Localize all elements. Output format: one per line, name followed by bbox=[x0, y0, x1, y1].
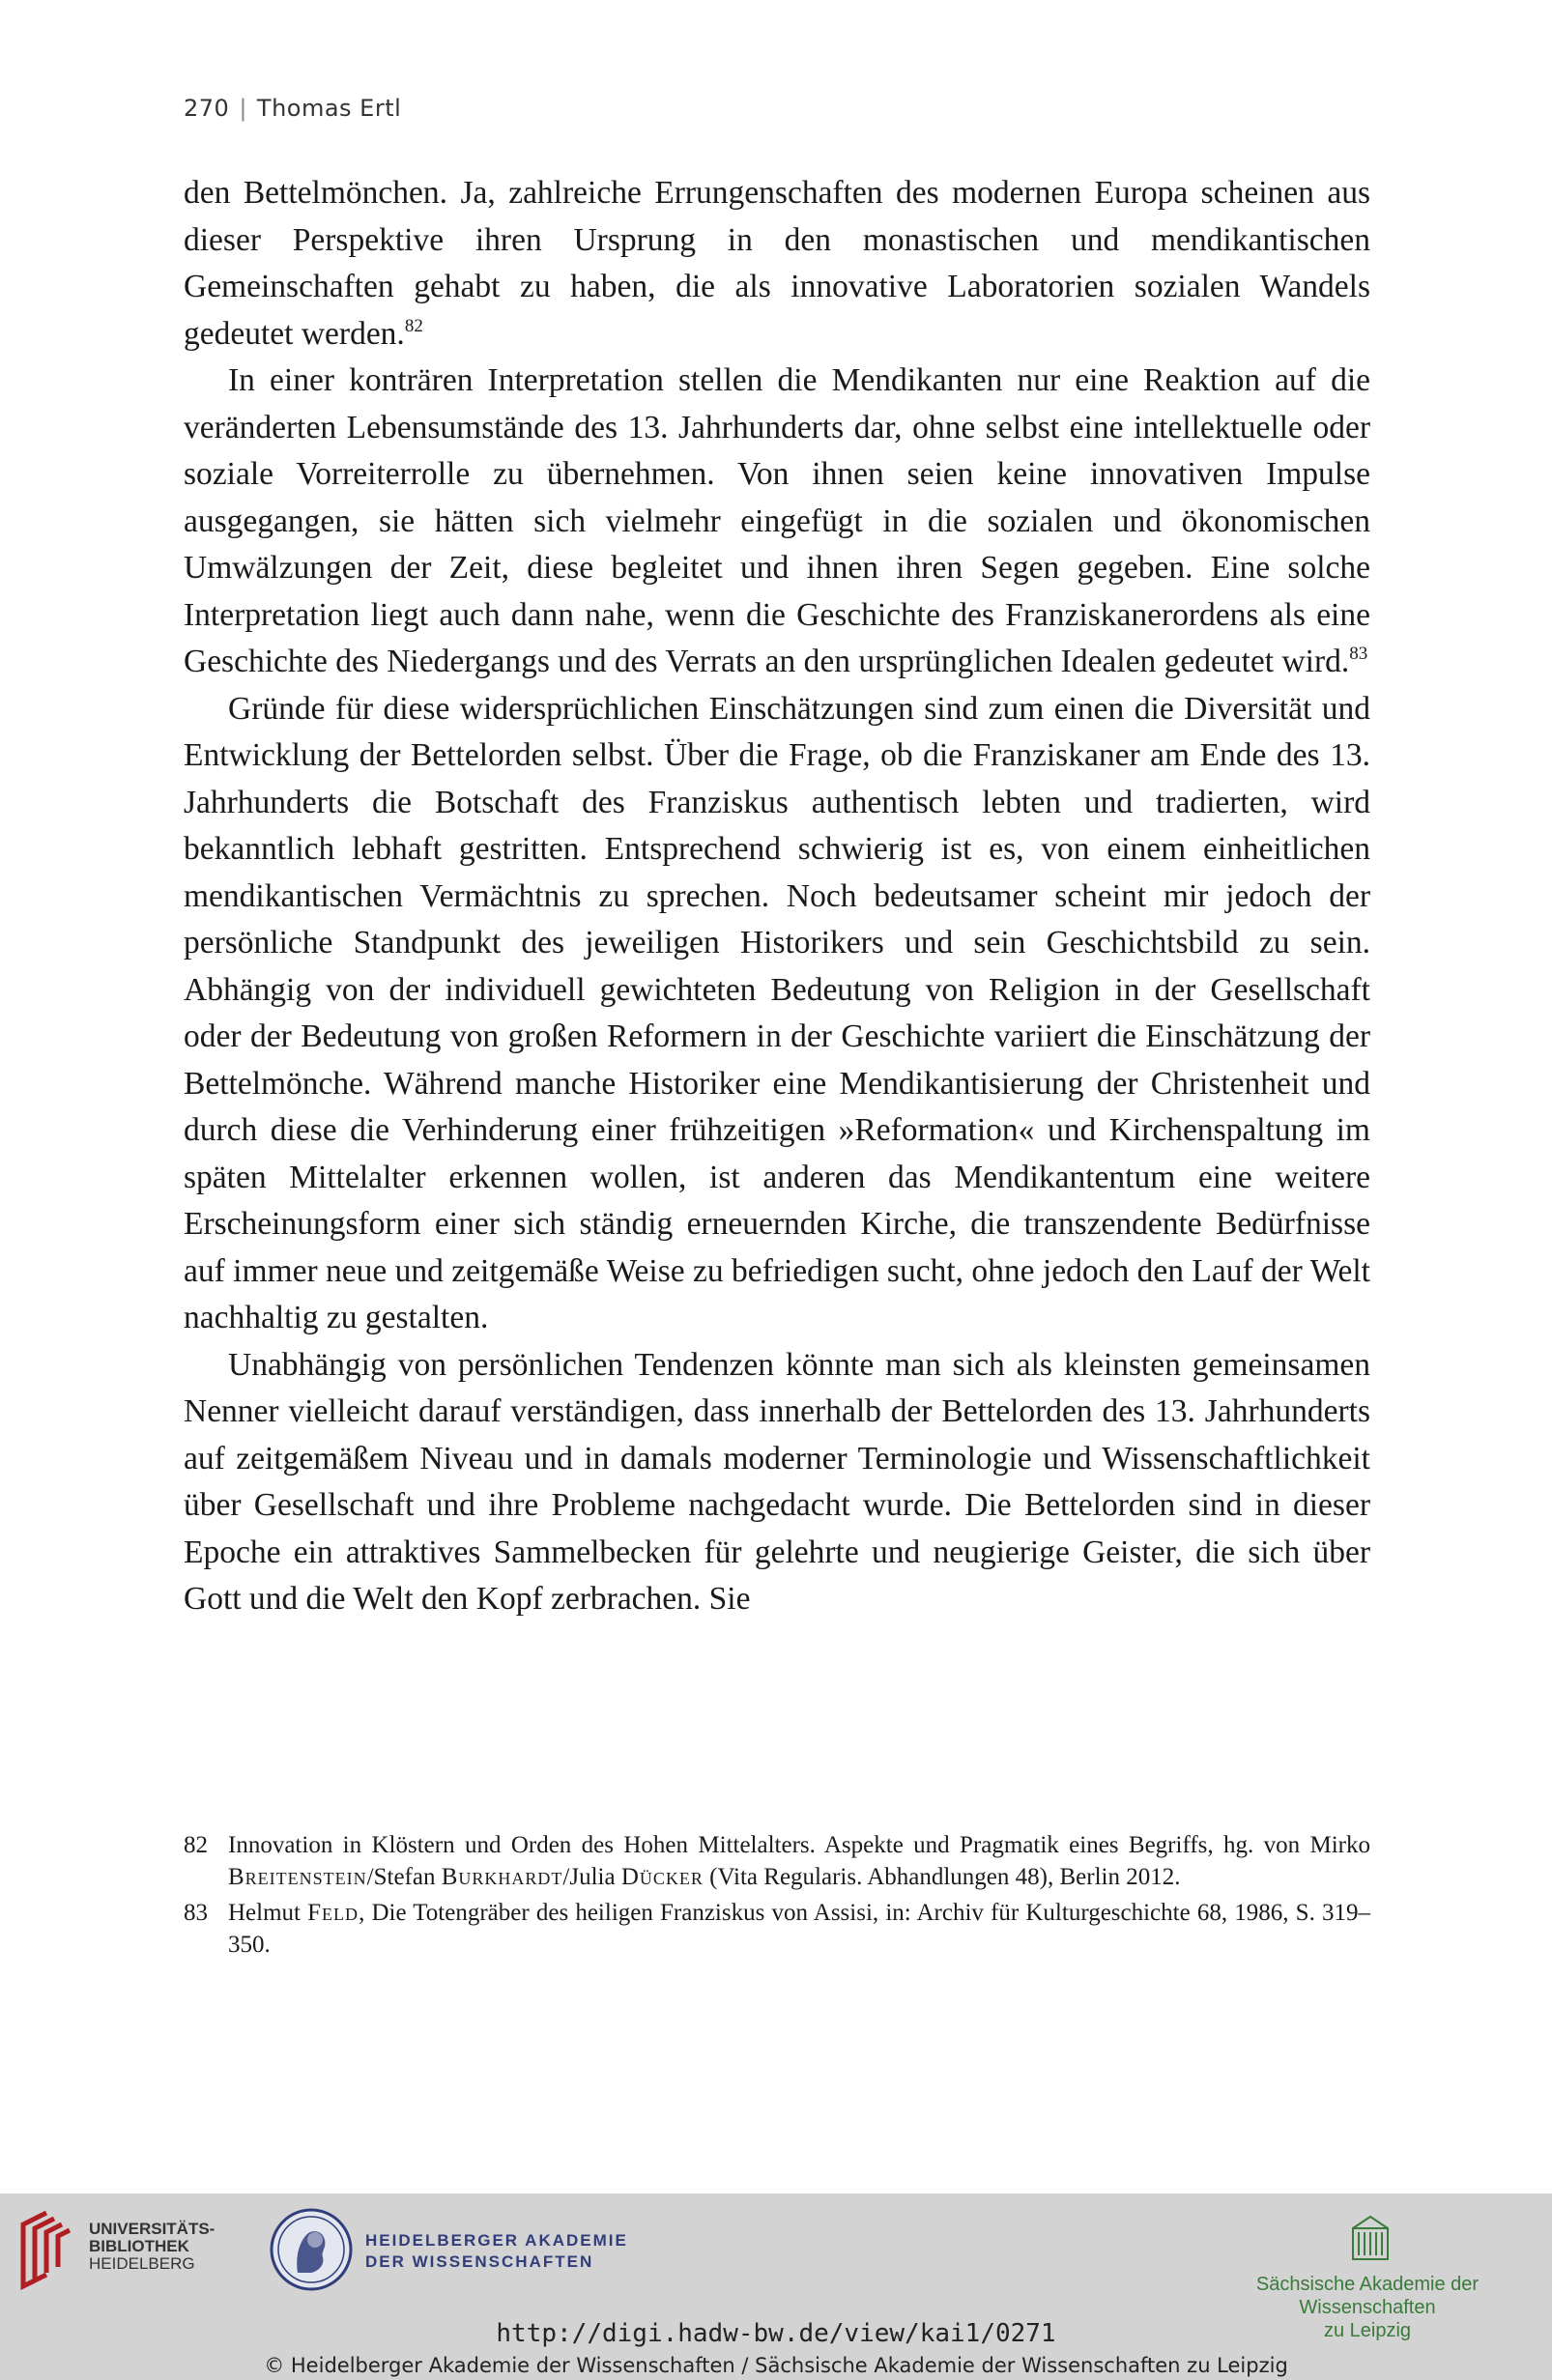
paragraph bbox=[184, 686, 1370, 1342]
paragraph bbox=[184, 358, 1370, 686]
paragraph bbox=[184, 1342, 1370, 1623]
permalink-url[interactable]: http://digi.hadw-bw.de/view/kai1/0271 bbox=[496, 2319, 1056, 2348]
footnote-text-part: , Die Totengräber des heiligen Franziskus von Assisi, in: Archiv für Kulturgeschichte 68, 1986, S. 319–350. bbox=[228, 1900, 1370, 1958]
footnote-text-part: /Stefan bbox=[366, 1864, 442, 1890]
footnote-ref[interactable]: 83 bbox=[1349, 644, 1368, 664]
copyright-notice: © Heidelberger Akademie der Wissenschaften / Sächsische Akademie der Wissenschaften zu Leipzig bbox=[264, 2354, 1288, 2377]
author-surname: Feld bbox=[307, 1900, 359, 1926]
footnote bbox=[184, 1829, 1370, 1893]
hadw-seal-icon[interactable] bbox=[269, 2207, 354, 2297]
paragraph-text: den Bettelmönchen. Ja, zahlreiche Errungenschaften des modernen Europa scheinen aus dieser Perspektive ihren Ursprung in den monastischen und mendikantischen Gemeinschaften gehabt zu haben, die als innovative Laboratorien sozialen Wandels gedeutet werden. bbox=[184, 175, 1370, 352]
ub-heidelberg-name bbox=[89, 2221, 215, 2273]
footnote-text-part: /Julia bbox=[562, 1864, 621, 1890]
footnote-text-part: Innovation in Klöstern und Orden des Hohen Mittelalters. Aspekte und Pragmatik eines Begriffs, hg. von Mirko bbox=[228, 1832, 1370, 1858]
paragraph-text: Gründe für diese widersprüchlichen Einschätzungen sind zum einen die Diversität und Entwicklung der Bettelorden selbst. Über die Frage, ob die Franziskaner am Ende des 13. Jahrhunderts die Botschaft des Franziskus authentisch lebten und tradierten, wird bekanntlich lebhaft gestritten. Entsprechend schwierig ist es, von einem einheitlichen mendikantischen Vermächtnis zu sprechen. Noch bedeutsamer scheint mir jedoch der persönliche Standpunkt des jeweiligen Historikers und sein Geschichtsbild zu sein. Abhängig von der individuell gewichteten Bedeutung von Religion in der Gesellschaft oder der Bedeutung von großen Reformern in der Geschichte variiert die Einschätzung der Bettelmönche. Während manche Historiker eine Mendikantisierung der Christenheit und durch diese die Verhinderung einer frühzeitigen »Reformation« und Kirchenspaltung im späten Mittelalter erkennen wollen, ist anderen das Mendikantentum eine weitere Erscheinungsform einer sich ständig erneuernden Kirche, die transzendente Bedürfnisse auf immer neue und zeitgemäße Weise zu befriedigen sucht, ohne jedoch den Lauf der Welt nachhaltig zu gestalten. bbox=[184, 690, 1370, 1335]
footnote-text-part: Helmut bbox=[228, 1900, 308, 1926]
footnote-text bbox=[228, 1897, 1370, 1961]
footnotes bbox=[184, 1829, 1370, 1964]
paragraph-text: Unabhängig von persönlichen Tendenzen könnte man sich als kleinsten gemeinsamen Nenner vielleicht darauf verständigen, dass innerhalb der Bettelorden des 13. Jahrhunderts auf zeitgemäßem Niveau und in damals moderner Terminologie und Wissenschaftlichkeit über Gesellschaft und ihre Probleme nachgedacht wurde. Die Bettelorden sind in dieser Epoche ein attraktives Sammelbecken für gelehrte und neugierige Geister, die sich über Gott und die Welt den Kopf zerbrachen. Sie bbox=[184, 1346, 1370, 1617]
ub-line: BIBLIOTHEK bbox=[89, 2237, 189, 2255]
hadw-line: HEIDELBERGER AKADEMIE bbox=[365, 2231, 628, 2250]
paragraph bbox=[184, 170, 1370, 358]
footnote-number: 82 bbox=[184, 1832, 208, 1858]
author-surname: Burkhardt bbox=[441, 1864, 563, 1890]
footnote-number: 83 bbox=[184, 1900, 208, 1926]
page-number: 270 bbox=[184, 95, 230, 122]
body-text bbox=[184, 170, 1370, 1623]
hadw-name bbox=[365, 2230, 628, 2273]
ub-line: HEIDELBERG bbox=[89, 2254, 195, 2273]
footnote-text bbox=[228, 1829, 1370, 1893]
ub-heidelberg-logo-icon[interactable] bbox=[17, 2205, 85, 2297]
hadw-line: DER WISSENSCHAFTEN bbox=[365, 2252, 594, 2271]
saw-line: Sächsische Akademie der Wissenschaften bbox=[1255, 2274, 1480, 2318]
paragraph-text: In einer konträren Interpretation stellen die Mendikanten nur eine Reaktion auf die veränderten Lebensumstände des 13. Jahrhunderts dar, ohne selbst eine intellektuelle oder soziale Vorreiterrolle zu übernehmen. Von ihnen seien keine innovativen Impulse ausgegangen, sie hätten sich vielmehr eingefügt in die sozialen und ökonomischen Umwälzungen der Zeit, diese begleitet und ihnen ihren Segen gegeben. Eine solche Interpretation liegt auch dann nahe, wenn die Geschichte des Franziskanerordens als eine Geschichte des Niedergangs und des Verrats an den ursprünglichen Idealen gedeutet wird. bbox=[184, 362, 1370, 679]
footnote bbox=[184, 1897, 1370, 1961]
digitization-footer bbox=[0, 2194, 1552, 2380]
author-surname: Dücker bbox=[620, 1864, 704, 1890]
footnote-ref[interactable]: 82 bbox=[404, 315, 423, 336]
running-head bbox=[184, 95, 401, 122]
author-name: Thomas Ertl bbox=[256, 95, 402, 122]
author-surname: Breitenstein bbox=[228, 1864, 367, 1890]
header-separator: | bbox=[239, 95, 247, 122]
saw-building-icon[interactable] bbox=[1349, 2213, 1392, 2268]
footnote-text-part: (Vita Regularis. Abhandlungen 48), Berlin 2012. bbox=[703, 1864, 1181, 1890]
ub-line: UNIVERSITÄTS- bbox=[89, 2220, 216, 2238]
saw-line: zu Leipzig bbox=[1323, 2320, 1412, 2341]
